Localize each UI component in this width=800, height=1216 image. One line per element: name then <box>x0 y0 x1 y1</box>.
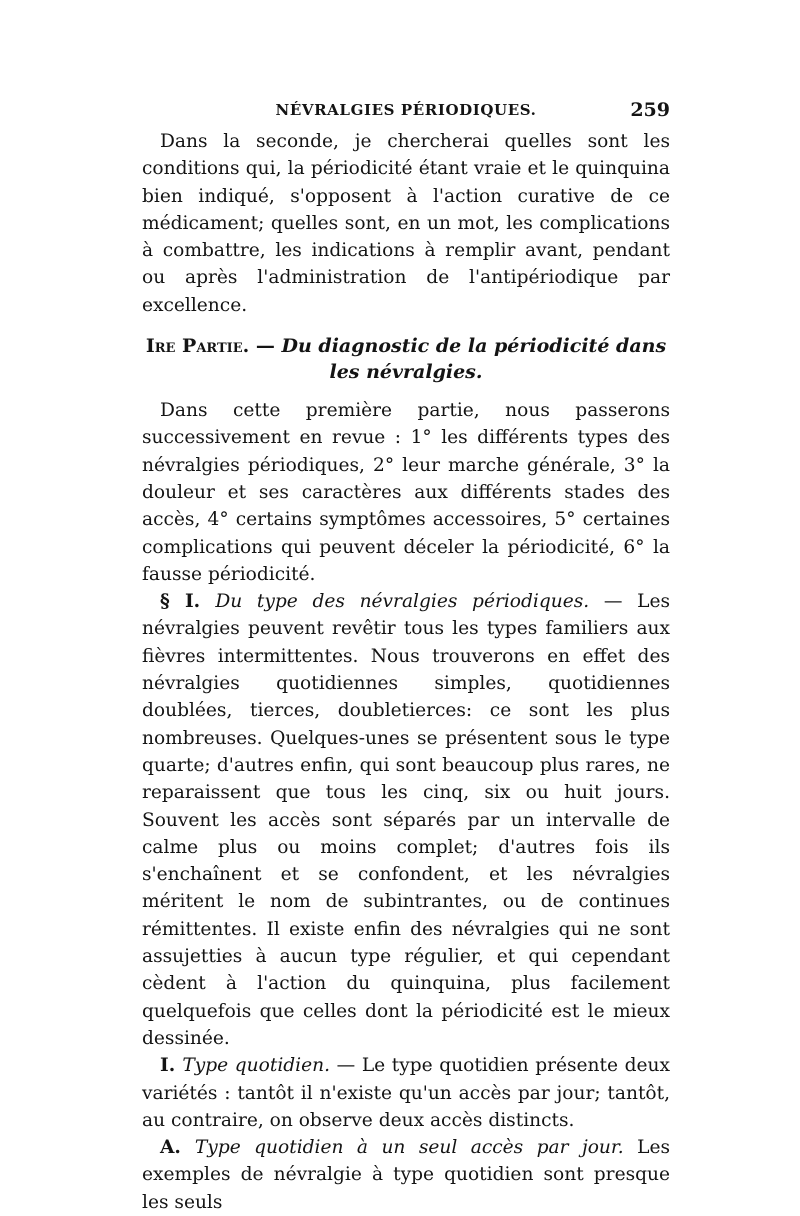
subsection-1-paragraph <box>142 1052 670 1134</box>
subsection-1-label: I. <box>160 1055 183 1077</box>
section-1-title: Du type des névralgies périodiques. <box>215 591 590 613</box>
paragraph-part-overview: Dans cette première partie, nous passerons successivement en revue : 1° les différents types des névralgies périodiques, 2° leur marche générale, 3° la douleur et ses caractères aux différents stades des accès, 4° certains symptômes accessoires, 5° certaines complications qui peuvent déceler la périodicité, 6° la fausse périodicité. <box>142 400 670 585</box>
subsection-1-text: — Le type quotidien présente deux variétés : tantôt il n'existe qu'un accès par jour; tantôt, au contraire, on observe deux accès distincts. <box>142 1055 670 1131</box>
subsection-a-text: Les exemples de névralgie à type quotidien sont presque les seuls <box>142 1137 670 1213</box>
section-1-paragraph <box>142 588 670 1052</box>
subsection-a-paragraph <box>142 1134 670 1216</box>
part-heading <box>142 333 670 385</box>
running-title: NÉVRALGIES PÉRIODIQUES. <box>275 101 537 119</box>
subsection-a-label: A. <box>160 1137 195 1159</box>
section-1-text: — Les névralgies peuvent revêtir tous les types familiers aux fièvres intermittentes. Nous trouverons en effet des névralgies quotidiennes simples, quotidiennes doublées, tierces, doubletierces: ce sont les plus nombreuses. Quelques-unes se présentent sous le type quarte; d'autres enfin, qui sont beaucoup plus rares, ne reparaissent que tous les cinq, six ou huit jours. Souvent les accès sont séparés par un intervalle de calme plus ou moins complet; d'autres fois ils s'enchaînent et se confondent, et les névralgies méritent le nom de subintrantes, ou de continues rémittentes. Il existe enfin des névralgies qui ne sont assujetties à aucun type régulier, et qui cependant cèdent à l'action du quinquina, plus facilement quelquefois que celles dont la périodicité est le mieux dessinée. <box>142 591 670 1049</box>
book-page <box>142 96 670 1216</box>
section-1-label: § I. <box>160 591 216 613</box>
part-heading-title: Du diagnostic de la périodicité dans les névralgies. <box>281 335 667 384</box>
subsection-a-title: Type quotidien à un seul accès par jour. <box>194 1137 624 1159</box>
page-number: 259 <box>630 99 670 121</box>
paragraph-intro: Dans la seconde, je chercherai quelles sont les conditions qui, la périodicité étant vraie et le quinquina bien indiqué, s'opposent à l'action curative de ce médicament; quelles sont, en un mot, les complications à combattre, les indications à remplir avant, pendant ou après l'administration de l'antipériodique par excellence. <box>142 131 670 316</box>
subsection-1-title: Type quotidien. <box>182 1055 331 1077</box>
page-header <box>142 96 670 126</box>
part-heading-prefix: Ire Partie. — <box>145 335 282 358</box>
